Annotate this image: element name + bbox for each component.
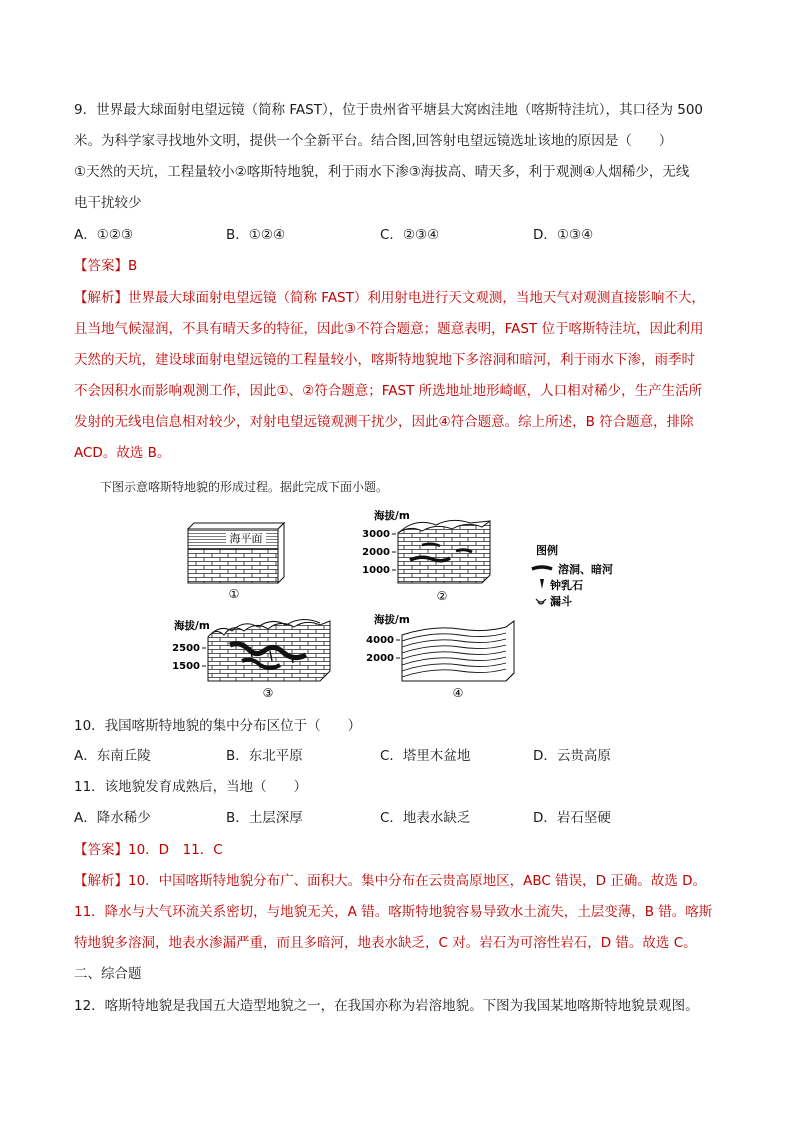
karst-formation-figure [160, 505, 640, 705]
q10-option-a: A．东南丘陵 [74, 748, 151, 764]
panel-1 [188, 523, 284, 601]
q9-stem-line-4: 电干扰较少 [74, 195, 142, 211]
q12-stem: 12．喀斯特地貌是我国五大造型地貌之一，在我国亦称为岩溶地貌。下图为我国某地喀斯特地貌景观图。 [74, 998, 699, 1014]
q10-11-answer: 【答案】10．D 11．C [74, 842, 223, 858]
q9-analysis-line-5: 发射的无线电信息相对较少，对射电望远镜观测干扰少，因此④符合题意。综上所述，B 符合题意，排除 [74, 414, 694, 430]
panel-2-tick-3000: 3000 [362, 529, 390, 540]
panel-4-axis-label: 海拔/m [374, 614, 410, 626]
q10-11-analysis-label: 【解析】 [74, 873, 128, 889]
cave-river-legend-icon [532, 567, 552, 569]
q9-option-d: D．①③④ [533, 227, 594, 243]
q9-stem-line-1: 9．世界最大球面射电望远镜（简称 FAST），位于贵州省平塘县大窝凼洼地（喀斯特洼坑），其口径为 500 [74, 102, 704, 118]
panel-3 [172, 619, 330, 700]
q10-11-analysis-text-1: 10．中国喀斯特地貌分布广、面积大。集中分布在云贵高原地区，ABC 错误，D 正确。故选 D。 [128, 873, 707, 889]
panel-2-number: ② [436, 589, 448, 603]
legend-item-stalactite: 钟乳石 [550, 579, 583, 592]
q10-option-b: B．东北平原 [226, 748, 303, 764]
panel-3-tick-1500: 1500 [172, 661, 200, 672]
legend-item-cave-river: 溶洞、暗河 [558, 563, 613, 576]
q9-option-c: C．②③④ [380, 227, 440, 243]
q9-analysis-line-3: 天然的天坑，建设球面射电望远镜的工程量较小，喀斯特地貌地下多溶洞和暗河，利于雨水下渗，雨季时 [74, 352, 695, 368]
q9-analysis-line-6: ACD。故选 B。 [74, 445, 171, 461]
panel-3-tick-2500: 2500 [172, 643, 200, 654]
q11-option-c: C．地表水缺乏 [380, 810, 471, 826]
q11-stem: 11．该地貌发育成熟后，当地（ ） [74, 779, 308, 795]
q9-answer: 【答案】B [74, 258, 138, 274]
panel-4-tick-2000: 2000 [366, 653, 394, 664]
q9-option-b: B．①②④ [226, 227, 286, 243]
panel-4-number: ④ [452, 686, 464, 700]
legend-item-sinkhole: 漏斗 [550, 595, 572, 608]
legend [532, 543, 613, 608]
sinkhole-legend-icon [536, 599, 546, 604]
q9-analysis-line-4: 不会因积水而影响观测工作，因此①、②符合题意；FAST 所选地址地形崎岖，人口相对稀少，生产生活所 [74, 383, 703, 399]
q9-analysis-line-2: 且当地气候湿润，不具有晴天多的特征，因此③不符合题意；题意表明，FAST 位于喀斯特洼坑，因此利用 [74, 321, 704, 337]
q9-analysis-line-1 [74, 288, 705, 308]
q11-option-d: D．岩石坚硬 [533, 810, 611, 826]
q11-option-a: A．降水稀少 [74, 810, 151, 826]
panel-2-axis-label: 海拔/m [374, 510, 410, 522]
stalactite-legend-icon [540, 579, 544, 589]
q9-option-a: A．①②③ [74, 227, 134, 243]
q10-option-d: D．云贵高原 [533, 748, 611, 764]
legend-title: 图例 [536, 544, 558, 557]
panel-4 [366, 613, 514, 700]
panel-3-axis-label: 海拔/m [174, 620, 210, 632]
q10-option-c: C．塔里木盆地 [380, 748, 471, 764]
q10-11-analysis-line-1 [74, 871, 706, 891]
sea-level-label: 海平面 [229, 532, 263, 545]
q11-option-b: B．土层深厚 [226, 810, 303, 826]
panel-1-number: ① [228, 587, 240, 601]
section-2-heading: 二、综合题 [74, 966, 142, 982]
panel-2-tick-2000: 2000 [362, 547, 390, 558]
q10-11-analysis-line-2: 11．降水与大气环流关系密切，与地貌无关，A 错。喀斯特地貌容易导致水土流失，土层变薄，B 错。喀斯 [74, 904, 713, 920]
q10-stem: 10．我国喀斯特地貌的集中分布区位于（ ） [74, 718, 362, 734]
q9-analysis-label: 【解析】 [74, 290, 128, 306]
panel-2-tick-1000: 1000 [362, 565, 390, 576]
figure-caption: 下图示意喀斯特地貌的形成过程。据此完成下面小题。 [100, 480, 389, 494]
q10-11-analysis-line-3: 特地貌多溶洞，地表水渗漏严重，而且多暗河，地表水缺乏，C 对。岩石为可溶性岩石，D 错。故选 C。 [74, 935, 697, 951]
q9-stem-line-2: 米。为科学家寻找地外文明，提供一个全新平台。结合图,回答射电望远镜选址该地的原因是（ ） [74, 133, 673, 149]
q9-stem-line-3: ①天然的天坑，工程量较小②喀斯特地貌，利于雨水下渗③海拔高、晴天多，利于观测④人烟稀少，无线 [74, 164, 690, 180]
panel-2 [362, 509, 490, 603]
panel-3-number: ③ [262, 686, 274, 700]
q9-analysis-text-1: 世界最大球面射电望远镜（简称 FAST）利用射电进行天文观测，当地天气对观测直接影响不大， [128, 290, 705, 306]
panel-4-tick-4000: 4000 [366, 635, 394, 646]
